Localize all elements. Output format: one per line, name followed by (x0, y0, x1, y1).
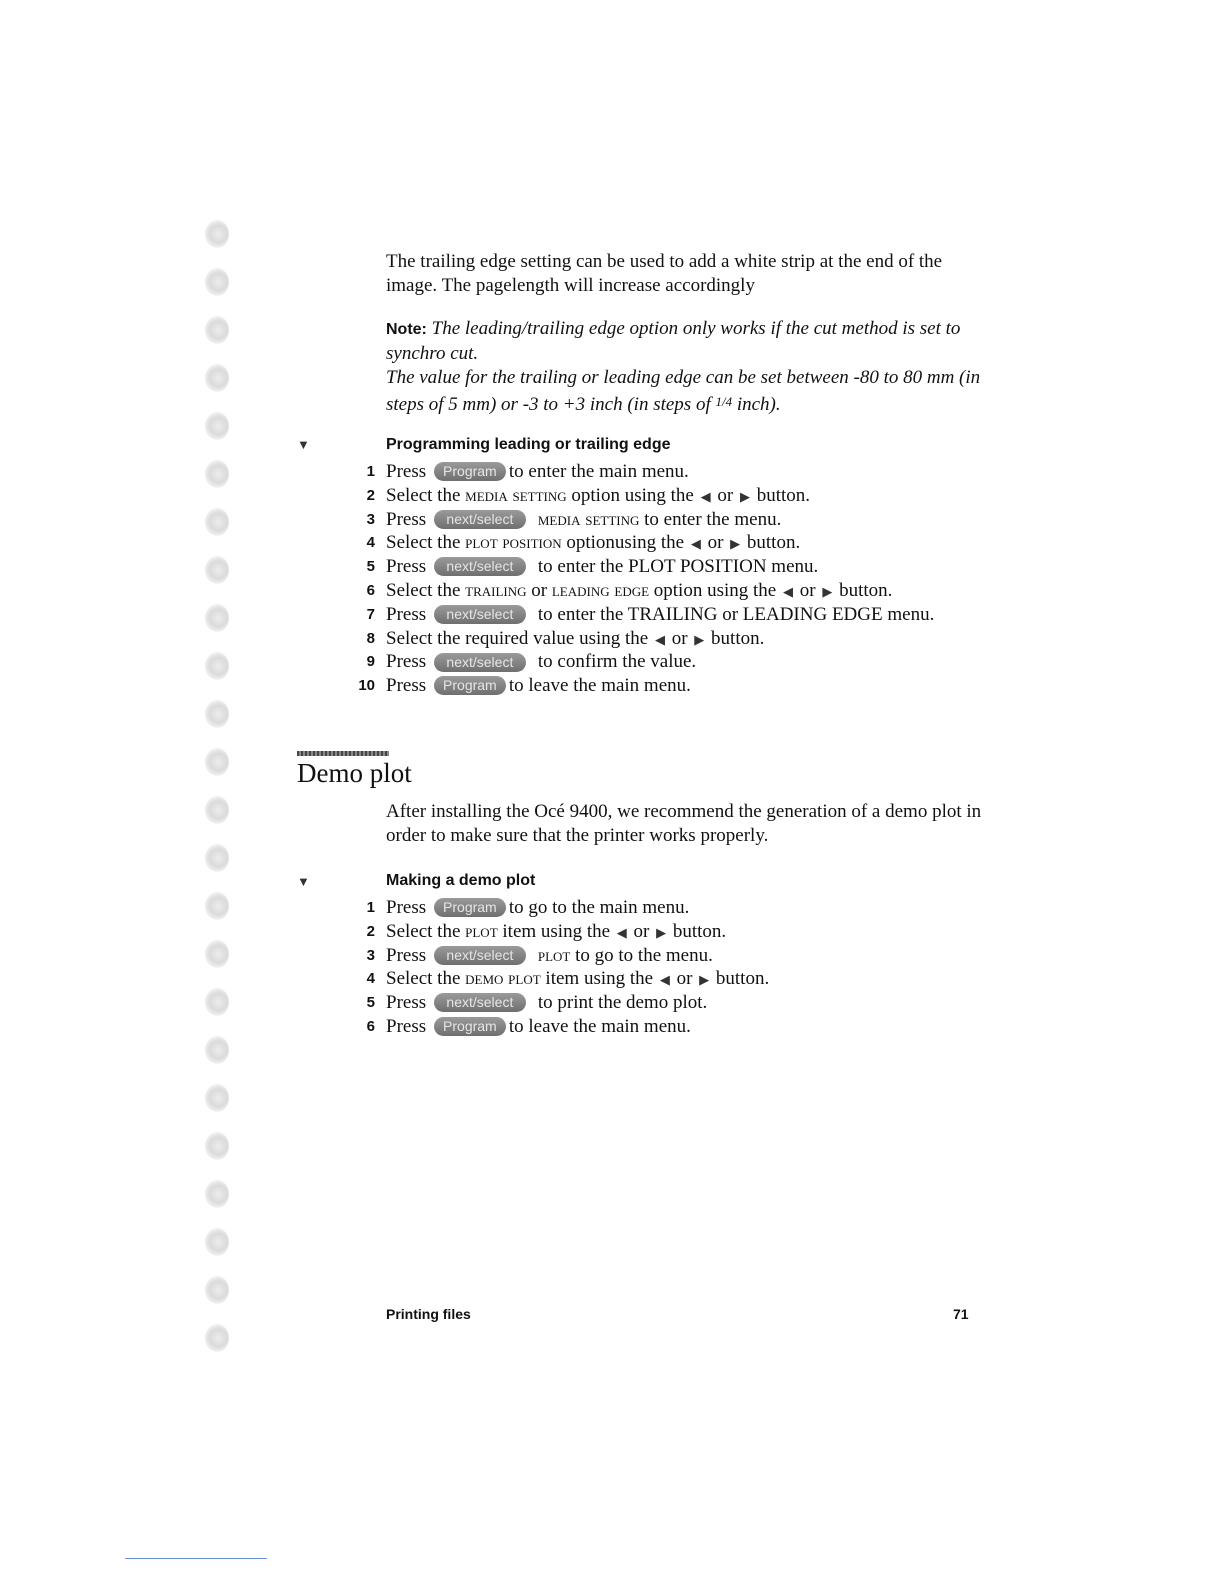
binder-hole (205, 1276, 229, 1304)
step-text (386, 944, 713, 968)
step-text-part: or (531, 579, 548, 601)
step-text-part: Select the (386, 579, 461, 601)
step-text-part: button. (711, 627, 765, 649)
right-arrow-icon: ▶ (730, 536, 741, 552)
step-text-part: Select the required value using the (386, 627, 649, 649)
demo-paragraph: After installing the Océ 9400, we recommend the generation of a demo plot in order to make sure that the printer works properly. (386, 801, 982, 846)
step-text-part: Select the (386, 484, 461, 506)
next-select-button-icon: next/select (434, 653, 526, 672)
step-text-part: Press (386, 897, 427, 918)
or-word: or (676, 968, 693, 990)
binder-hole (205, 604, 229, 632)
binder-hole (205, 700, 229, 728)
right-arrow-icon: ▶ (699, 972, 710, 988)
step-text (386, 920, 726, 945)
step-text-part: Press (386, 675, 427, 697)
step-text-part: Press (386, 603, 427, 625)
menu-name: demo plot (465, 968, 541, 990)
step (340, 531, 1020, 555)
right-arrow-icon: ▶ (739, 488, 750, 504)
or-word: or (799, 579, 816, 601)
step-text-part: Press (386, 556, 427, 578)
step (340, 484, 1020, 508)
left-arrow-icon: ◀ (616, 924, 627, 940)
binder-hole (205, 1228, 229, 1256)
binder-hole (205, 460, 229, 488)
step (340, 555, 1020, 579)
step-text (386, 991, 707, 1015)
step-number: 6 (366, 581, 375, 599)
menu-name: plot position (465, 532, 562, 554)
binder-hole (205, 508, 229, 536)
step-number: 3 (366, 946, 375, 964)
step-text-part: button. (839, 579, 893, 601)
step-text (386, 508, 781, 532)
step-text (386, 460, 689, 484)
next-select-button-icon: next/select (434, 605, 526, 624)
binder-hole (205, 412, 229, 440)
step (340, 674, 1020, 698)
note-line-2: The value for the trailing or leading edge can be set between -80 to 80 mm (in steps of 5 mm) or -3 to +3 inch (in steps of (386, 367, 981, 415)
step-text-part: button. (715, 968, 770, 990)
step-text (386, 674, 691, 698)
step-text-part: Press (386, 944, 427, 966)
step-text-part: Select the (386, 920, 461, 942)
left-arrow-icon: ◀ (654, 631, 665, 647)
next-select-button-icon: next/select (434, 510, 526, 529)
left-arrow-icon: ◀ (690, 536, 701, 552)
step-text (386, 579, 892, 604)
program-button-icon: Program (434, 462, 506, 481)
step-text-part: option using the (653, 579, 777, 601)
next-select-button-icon: next/select (434, 557, 526, 576)
binder-hole (205, 796, 229, 824)
heading-rule (297, 751, 389, 756)
step-text-part: to enter the TRAILING or LEADING EDGE menu. (537, 603, 935, 625)
step-text-part: to enter the (644, 508, 730, 530)
step (340, 1015, 1020, 1039)
step-text-part: Press (386, 651, 427, 673)
menu-name: plot (537, 944, 571, 966)
step-number: 5 (366, 994, 375, 1012)
or-word: or (717, 484, 734, 506)
step-text-part: to go to the (575, 944, 662, 966)
step-text-part: to leave the main menu. (508, 1015, 691, 1037)
menu-name: media setting (537, 508, 640, 530)
step (340, 627, 1020, 651)
footer-section: Printing files (386, 1306, 471, 1322)
step-text-part: Press (386, 461, 427, 482)
binder-hole (205, 988, 229, 1016)
step-text (386, 555, 818, 579)
menu-name: plot (465, 920, 498, 942)
step-text-part: to leave the main menu. (508, 675, 691, 697)
step-number: 8 (366, 629, 375, 647)
step-text-part: Press (386, 508, 427, 530)
bottom-rule (125, 1558, 267, 1559)
or-word: or (707, 532, 724, 554)
step-number: 1 (366, 463, 375, 480)
step-text-part: button. (746, 532, 801, 554)
step-text-part: to print the demo plot. (537, 992, 708, 1014)
section-marker-icon: ▼ (297, 874, 310, 889)
step-text (386, 1015, 691, 1039)
right-arrow-icon: ▶ (822, 583, 833, 599)
or-word: or (671, 627, 688, 649)
program-button-icon: Program (434, 676, 506, 695)
left-arrow-icon: ◀ (782, 583, 793, 599)
binder-hole (205, 1084, 229, 1112)
menu-name: trailing (465, 579, 527, 601)
step-text-part: Press (386, 992, 427, 1014)
step-number: 10 (358, 677, 375, 695)
intro-paragraph: The trailing edge setting can be used to add a white strip at the end of the image. The pagelength will increase accordingly (386, 251, 943, 296)
page-number: 71 (953, 1306, 969, 1322)
step (340, 920, 1020, 944)
step-text (386, 967, 769, 992)
subtitle-demo-plot: Making a demo plot (386, 872, 536, 889)
right-arrow-icon: ▶ (656, 924, 667, 940)
step-text-part: item using the (545, 968, 654, 990)
step (340, 460, 1020, 484)
section-marker-icon: ▼ (297, 437, 310, 452)
next-select-button-icon: next/select (434, 993, 526, 1012)
step-number: 6 (366, 1017, 375, 1035)
step-text-part: to confirm the value. (537, 651, 697, 673)
step (340, 603, 1020, 627)
step-text-part: to enter the PLOT POSITION menu. (537, 556, 819, 578)
note-label: Note: (386, 321, 427, 338)
step-number: 3 (366, 510, 375, 528)
step-text (386, 627, 764, 652)
right-arrow-icon: ▶ (694, 631, 705, 647)
note-line-1: The leading/trailing edge option only works if the cut method is set to synchro cut. (386, 318, 961, 364)
step-text-part: Press (386, 1015, 427, 1037)
binder-hole (205, 220, 229, 248)
step-text-part: optionusing the (566, 532, 685, 554)
step-text-part: Select the (386, 968, 461, 990)
binder-hole (205, 556, 229, 584)
left-arrow-icon: ◀ (659, 972, 670, 988)
steps-programming (340, 460, 1020, 698)
step (340, 896, 1020, 920)
binder-hole (205, 844, 229, 872)
step-number: 4 (366, 534, 375, 552)
step-text-part: menu. (734, 508, 782, 530)
step-text (386, 896, 689, 920)
left-arrow-icon: ◀ (700, 488, 711, 504)
step-number: 2 (366, 486, 375, 504)
step-text-part: button. (672, 920, 727, 942)
step-text-part: button. (756, 484, 810, 506)
step-text (386, 484, 810, 509)
step-text-part: item using the (502, 920, 611, 942)
binder-hole (205, 1036, 229, 1064)
step-text-part: to enter the main menu. (508, 461, 689, 482)
step-number: 5 (366, 558, 375, 576)
next-select-button-icon: next/select (434, 946, 526, 965)
step-text (386, 650, 696, 674)
menu-name: media setting (465, 484, 567, 506)
step-text-part: Select the (386, 532, 461, 554)
note-line-2-end: inch). (736, 394, 781, 415)
step (340, 508, 1020, 532)
steps-demo-plot (340, 896, 1020, 1039)
step (340, 944, 1020, 968)
binder-hole (205, 1324, 229, 1352)
step (340, 967, 1020, 991)
binder-hole (205, 892, 229, 920)
binder-hole (205, 652, 229, 680)
program-button-icon: Program (434, 1017, 506, 1036)
binder-hole (205, 1180, 229, 1208)
menu-name: leading edge (551, 579, 650, 601)
step (340, 579, 1020, 603)
binder-hole (205, 316, 229, 344)
step-text (386, 603, 934, 627)
step-text-part: option using the (571, 484, 694, 506)
step-text (386, 531, 800, 556)
step-number: 9 (366, 653, 375, 671)
step-text-part: to go to the main menu. (508, 897, 690, 918)
step-number: 1 (366, 899, 375, 916)
step-number: 7 (366, 605, 375, 623)
subtitle-programming: Programming leading or trailing edge (386, 436, 671, 453)
binder-hole (205, 268, 229, 296)
binder-hole (205, 1132, 229, 1160)
binder-hole (205, 364, 229, 392)
binder-hole (205, 940, 229, 968)
section-title-demo-plot: Demo plot (297, 758, 412, 788)
step-text-part: menu. (665, 944, 713, 966)
step-number: 4 (366, 970, 375, 988)
note (386, 317, 986, 417)
program-button-icon: Program (434, 898, 506, 917)
or-word: or (633, 920, 650, 942)
note-fraction: 1/4 (715, 394, 733, 409)
step-number: 2 (366, 922, 375, 940)
step (340, 650, 1020, 674)
step (340, 991, 1020, 1015)
binder-hole (205, 748, 229, 776)
